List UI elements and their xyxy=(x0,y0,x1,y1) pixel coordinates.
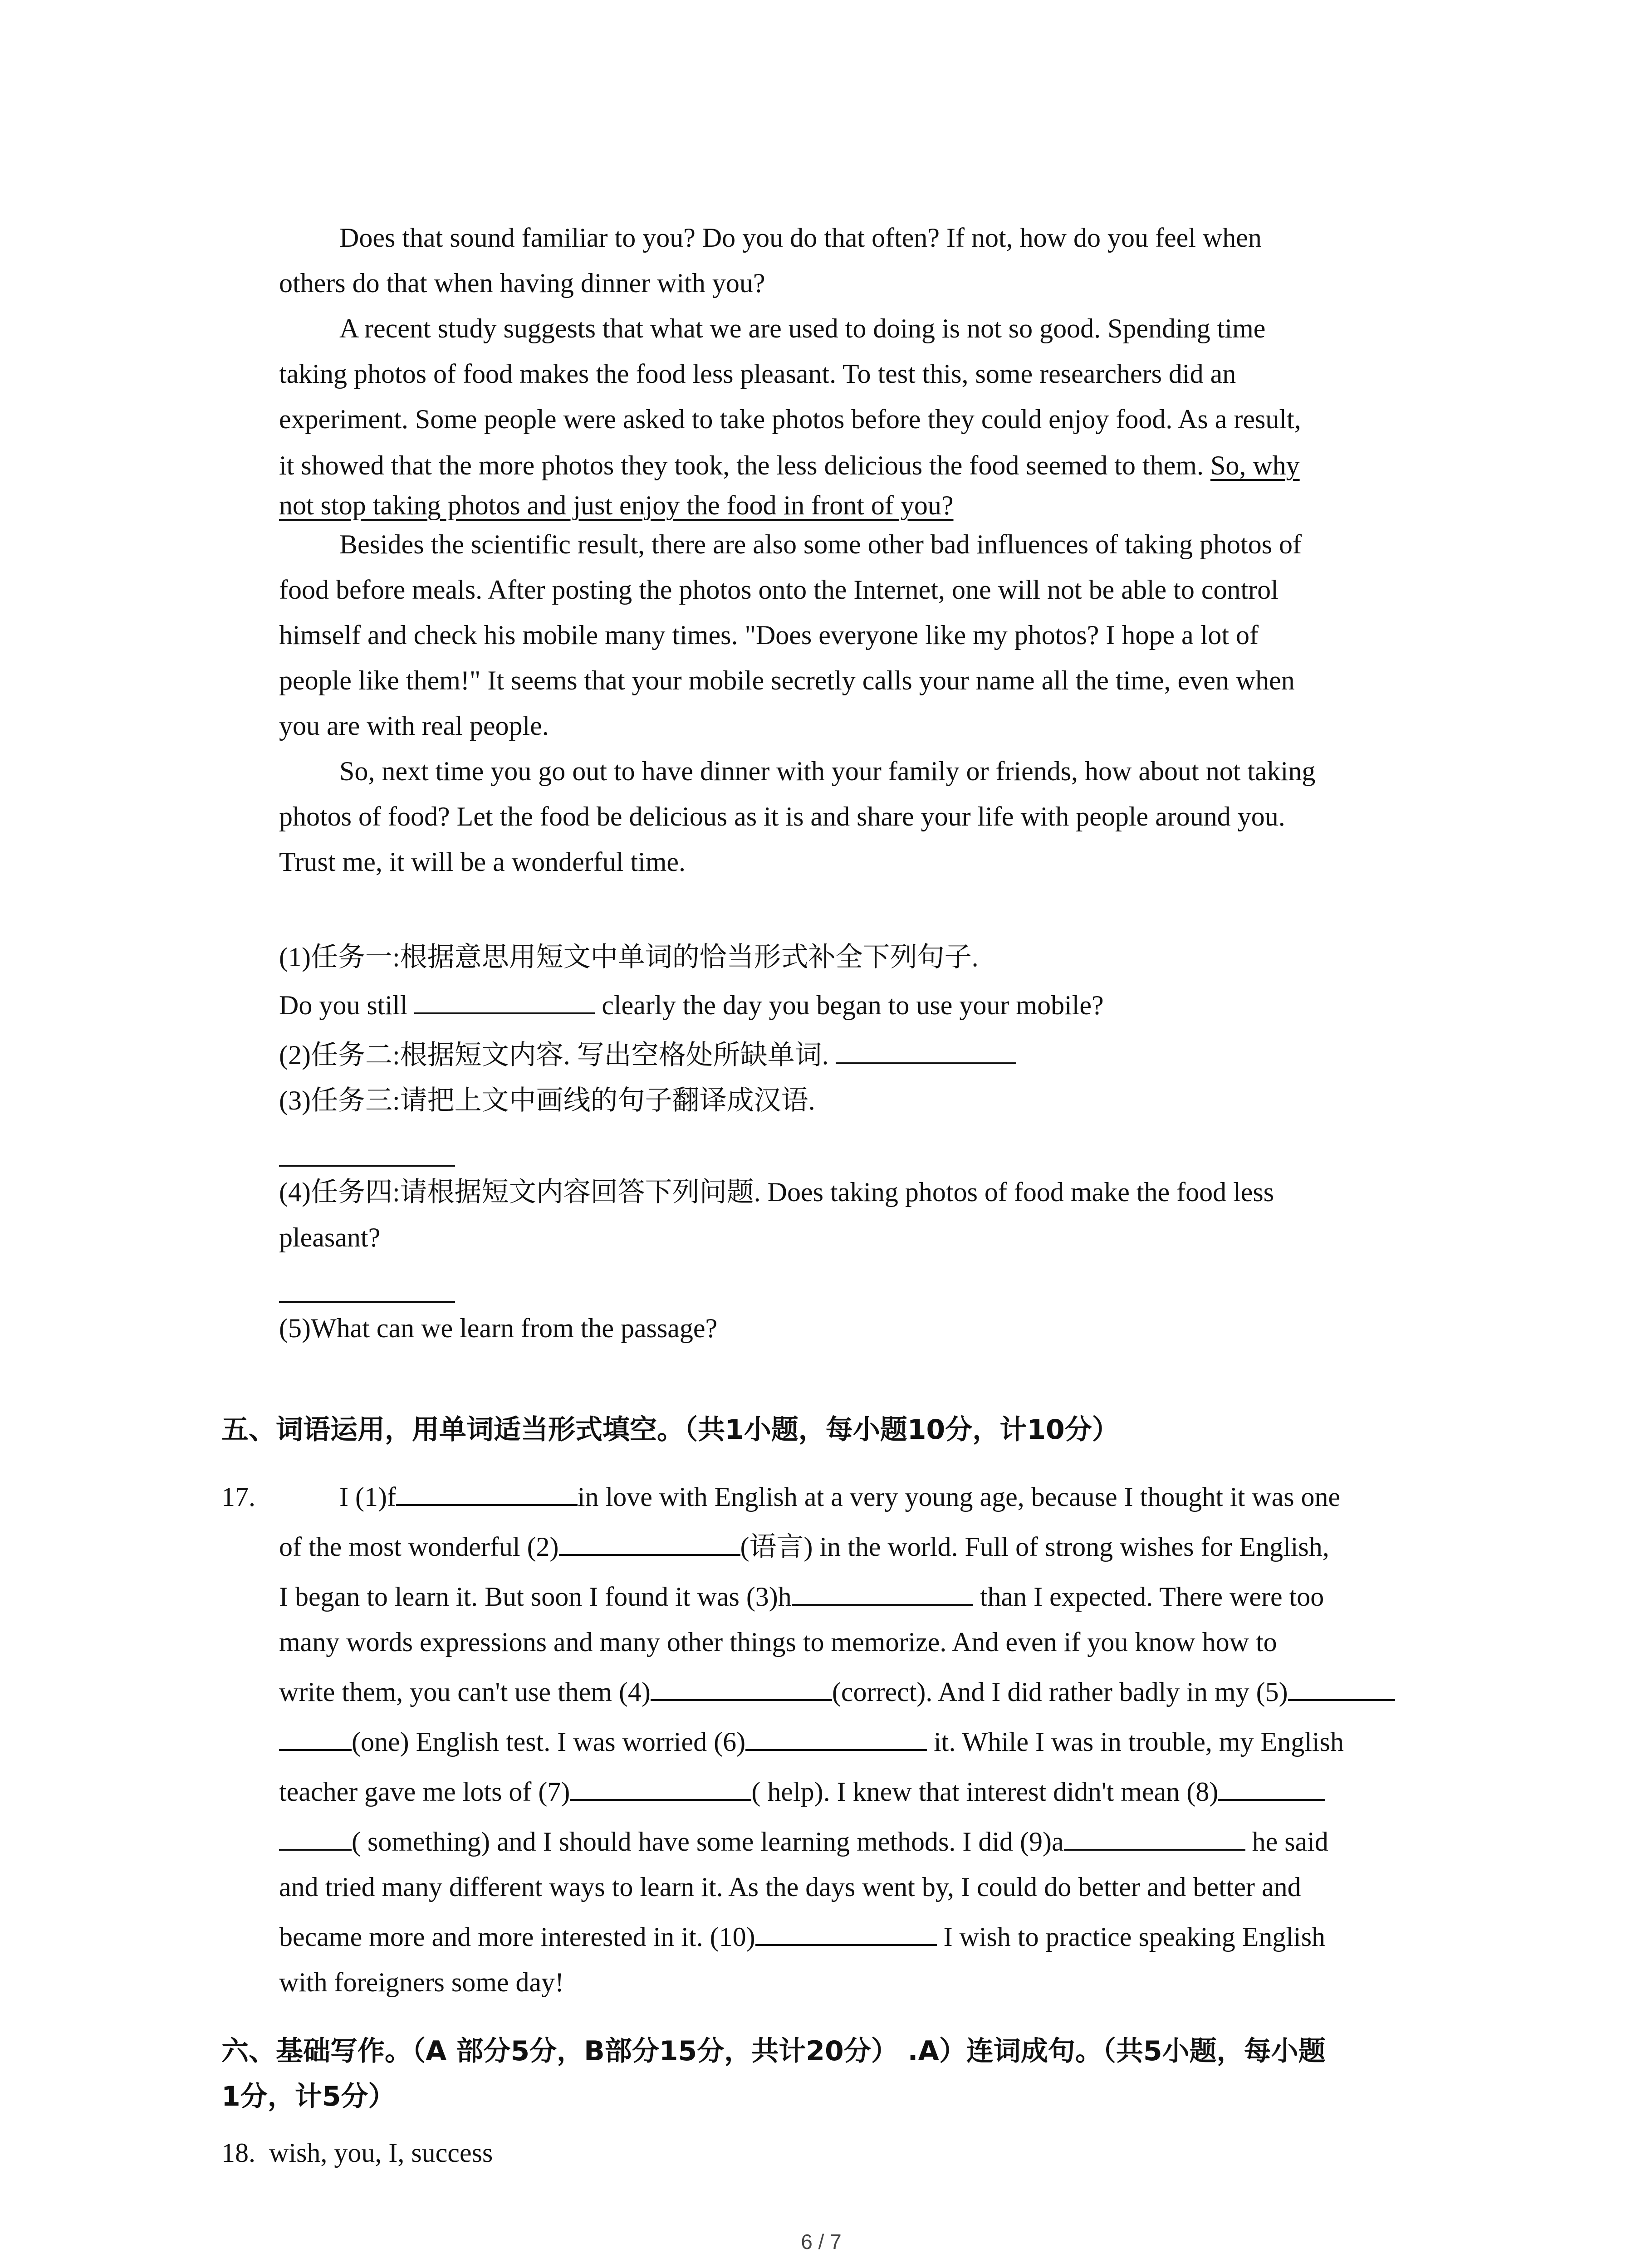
task-1-question-a: Do you still xyxy=(279,990,415,1020)
passage-p4-line2: photos of food? Let the food be delicious as it is and share your life with people around you. xyxy=(279,802,1285,831)
q17-line5 xyxy=(279,1674,1395,1710)
underlined-sentence-end: not stop taking photos and just enjoy the food in front of you? xyxy=(279,490,954,520)
question-17-number: 17. xyxy=(221,1482,255,1512)
passage-p2-line4-text: it showed that the more photos they took, the less delicious the food seemed to them. xyxy=(279,450,1210,480)
page-number: 6 / 7 xyxy=(801,2230,842,2253)
q17-line3 xyxy=(279,1579,1324,1615)
q17-l3a: I began to learn it. But soon I found it was (3)h xyxy=(279,1582,792,1612)
passage-p2-line4 xyxy=(279,447,1300,484)
task-1-blank[interactable] xyxy=(414,988,595,1014)
underlined-sentence-start: So, why xyxy=(1210,450,1300,480)
question-18: 18. wish, you, I, success xyxy=(221,2138,493,2168)
q17-l7a: teacher gave me lots of (7) xyxy=(279,1777,570,1807)
blank-7[interactable] xyxy=(570,1774,751,1801)
q17-l1b: in love with English at a very young age, because I thought it was one xyxy=(577,1482,1341,1512)
task-1-question xyxy=(279,987,1104,1023)
q17-l2a: of the most wonderful (2) xyxy=(279,1532,559,1562)
passage-p3-line3: himself and check his mobile many times. "Does everyone like my photos? I hope a lot of xyxy=(279,620,1259,650)
q17-l3b: than I expected. There were too xyxy=(973,1582,1324,1612)
q17-line4: many words expressions and many other things to memorize. And even if you know how to xyxy=(279,1627,1277,1657)
blank-1[interactable] xyxy=(396,1480,578,1506)
task-2-text: (2)任务二:根据短文内容. 写出空格处所缺单词. xyxy=(279,1040,836,1070)
passage-p2-line2: taking photos of food makes the food less pleasant. To test this, some researchers did an xyxy=(279,359,1236,389)
q17-line9: and tried many different ways to learn it. As the days went by, I could do better and better and xyxy=(279,1872,1301,1902)
q17-l8a: ( something) and I should have some learning methods. I did (9)a xyxy=(352,1827,1064,1857)
blank-3[interactable] xyxy=(792,1579,973,1606)
passage-p4-line3: Trust me, it will be a wonderful time. xyxy=(279,847,686,877)
blank-2[interactable] xyxy=(559,1530,740,1556)
task-4-instruction-cont: pleasant? xyxy=(279,1222,381,1252)
passage-p2-line3: experiment. Some people were asked to take photos before they could enjoy food. As a result, xyxy=(279,404,1301,434)
q17-l5a: write them, you can't use them (4) xyxy=(279,1677,651,1707)
task-1-instruction: (1)任务一:根据意思用短文中单词的恰当形式补全下列句子. xyxy=(279,942,979,972)
task-5-question: (5)What can we learn from the passage? xyxy=(279,1313,718,1343)
q17-line2 xyxy=(279,1529,1329,1565)
blank-6[interactable] xyxy=(745,1725,927,1751)
passage-p4-line1: So, next time you go out to have dinner with your family or friends, how about not taking xyxy=(339,756,1316,786)
task-1-question-b: clearly the day you began to use your mobile? xyxy=(595,990,1104,1020)
q17-l10a: became more and more interested in it. (10) xyxy=(279,1922,755,1952)
section-6-heading-line2: 1分，计5分） xyxy=(221,2081,396,2112)
q17-l8b: he said xyxy=(1245,1827,1328,1857)
q17-l2b: (语言) in the world. Full of strong wishes for English, xyxy=(740,1532,1329,1562)
q17-line1 xyxy=(339,1479,1340,1515)
q17-line11: with foreigners some day! xyxy=(279,1967,564,1997)
task-4-answer-line[interactable] xyxy=(279,1301,455,1303)
passage-p1-line1: Does that sound familiar to you? Do you do that often? If not, how do you feel when xyxy=(339,223,1262,253)
q17-l10b: I wish to practice speaking English xyxy=(936,1922,1326,1952)
q17-line7 xyxy=(279,1774,1325,1810)
q17-l1a: I (1)f xyxy=(339,1482,396,1512)
passage-p3-line5: you are with real people. xyxy=(279,711,549,741)
blank-10[interactable] xyxy=(755,1920,937,1946)
blank-8-part1[interactable] xyxy=(1218,1774,1325,1801)
section-6-heading-line1: 六、基础写作。（A 部分5分，B部分15分，共计20分） .A）连词成句。（共5小题，每小题 xyxy=(221,2035,1326,2067)
task-2-blank[interactable] xyxy=(836,1038,1016,1064)
blank-8-part2[interactable] xyxy=(279,1824,352,1851)
blank-9[interactable] xyxy=(1064,1824,1245,1851)
passage-p2-line1: A recent study suggests that what we are used to doing is not so good. Spending time xyxy=(339,313,1266,343)
q17-l7b: ( help). I knew that interest didn't mean (8) xyxy=(751,1777,1219,1807)
q17-line10 xyxy=(279,1919,1325,1955)
task-3-instruction: (3)任务三:请把上文中画线的句子翻译成汉语. xyxy=(279,1085,815,1115)
underlined-sentence-line xyxy=(279,487,954,523)
task-3-answer-line[interactable] xyxy=(279,1165,455,1167)
blank-4[interactable] xyxy=(651,1675,832,1701)
q17-l6b: it. While I was in trouble, my English xyxy=(927,1727,1344,1757)
task-4-instruction: (4)任务四:请根据短文内容回答下列问题. Does taking photos of food make the food less xyxy=(279,1177,1274,1207)
blank-5-part2[interactable] xyxy=(279,1725,352,1751)
passage-p3-line1: Besides the scientific result, there are also some other bad influences of taking photos of xyxy=(339,529,1302,559)
q17-line6 xyxy=(279,1724,1344,1760)
passage-p1-line2: others do that when having dinner with you? xyxy=(279,268,765,298)
passage-p3-line4: people like them!" It seems that your mobile secretly calls your name all the time, even when xyxy=(279,665,1295,695)
blank-5-part1[interactable] xyxy=(1288,1675,1395,1701)
q17-l6a: (one) English test. I was worried (6) xyxy=(352,1727,746,1757)
passage-p3-line2: food before meals. After posting the photos onto the Internet, one will not be able to control xyxy=(279,575,1279,605)
q17-l5b: (correct). And I did rather badly in my (5) xyxy=(832,1677,1288,1707)
q17-line8 xyxy=(279,1823,1328,1860)
task-2-instruction xyxy=(279,1037,1016,1073)
section-5-heading: 五、词语运用，用单词适当形式填空。（共1小题，每小题10分，计10分） xyxy=(221,1414,1119,1446)
